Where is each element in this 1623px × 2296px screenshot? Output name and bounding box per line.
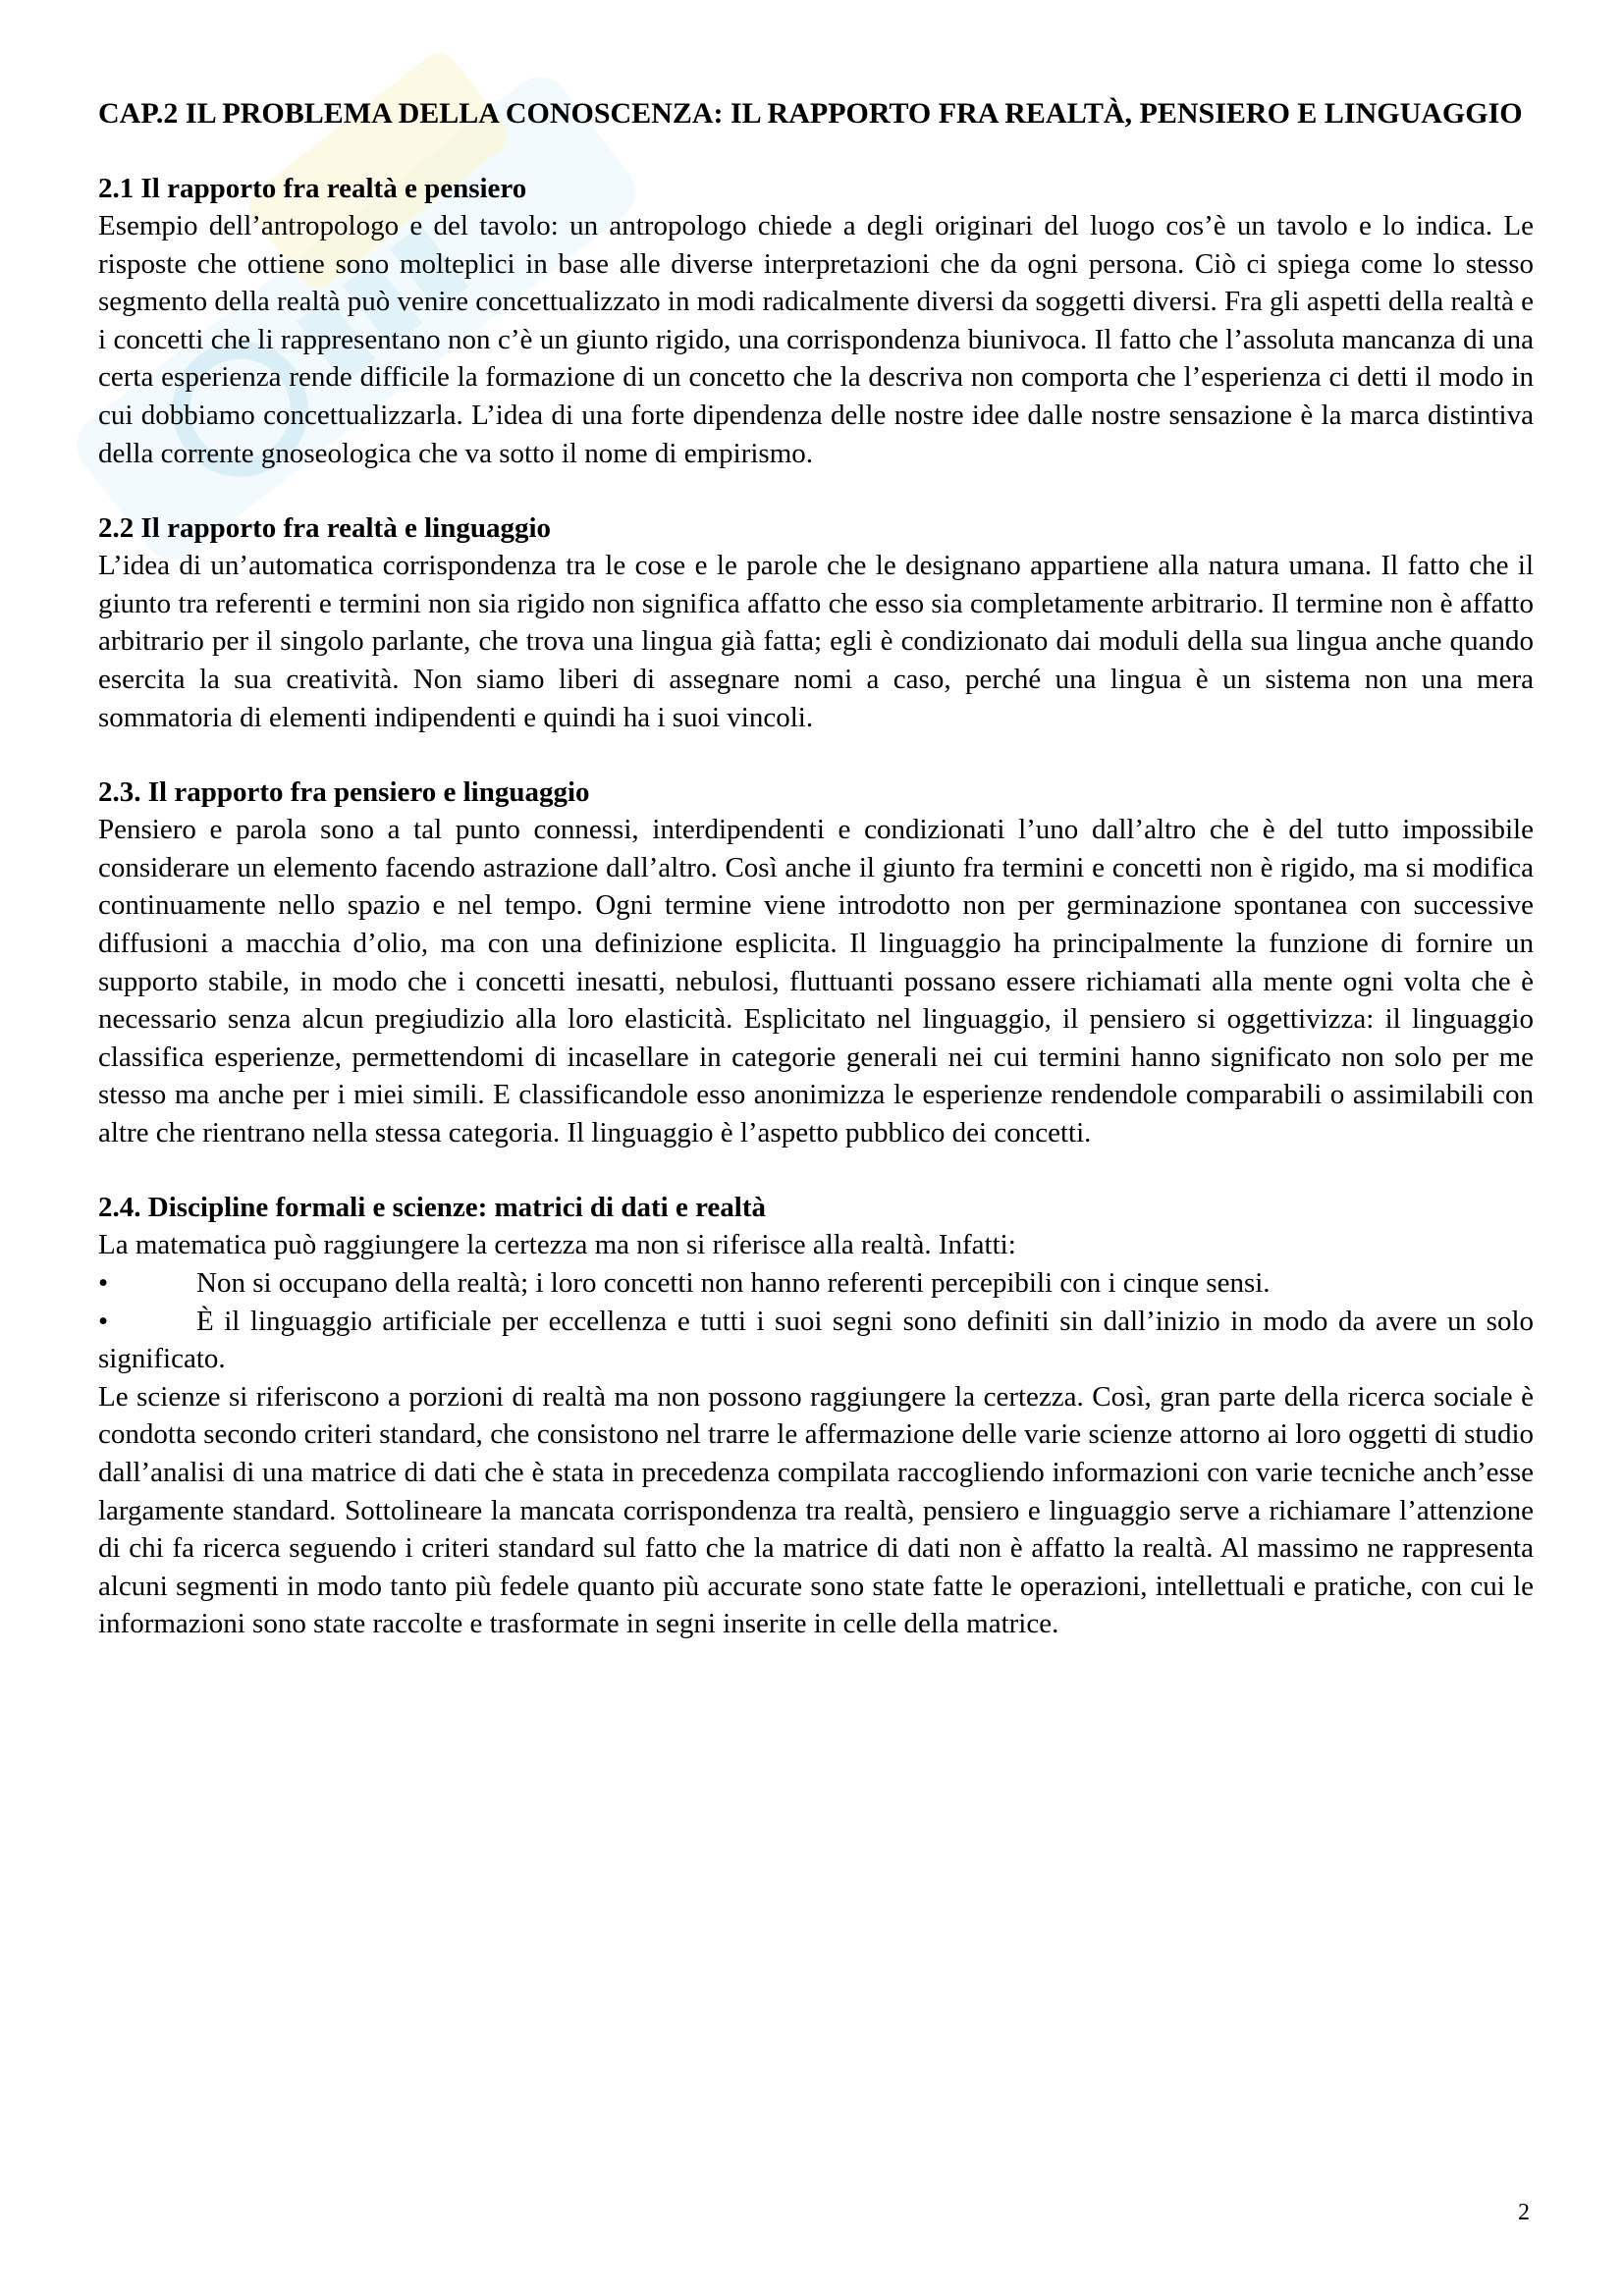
bullet-icon: •: [98, 1305, 109, 1337]
section-paragraph: Le scienze si riferiscono a porzioni di realtà ma non possono raggiungere la certezza. Così, gran parte della ricerca sociale è condotta secondo criteri standard, che consistono nel trarre le affermazione delle varie scienze attorno ai loro oggetti di studio dall’analisi di una matrice di dati che è stata in precedenza compilata raccogliendo informazioni con varie tecniche anch’esse largamente standard. Sottolineare la mancata corrispondenza tra realtà, pensiero e linguaggio serve a richiamare l’attenzione di chi fa ricerca seguendo i criteri standard sul fatto che la matrice di dati non è affatto la realtà. Al massimo ne rappresenta alcuni segmenti in modo tanto più fedele quanto più accurate sono state fatte le operazioni, intellettuali e pratiche, con cui le informazioni sono state raccolte e trasformate in segni inserite in celle della matrice.: [98, 1380, 1534, 1640]
section-title: 2.3. Il rapporto fra pensiero e linguaggio: [98, 776, 590, 809]
list-item-text: Non si occupano della realtà; i loro concetti non hanno referenti percepibili con i cinque sensi.: [196, 1267, 1271, 1300]
page-number: 2: [1518, 2200, 1530, 2225]
chapter-title: CAP.2 IL PROBLEMA DELLA CONOSCENZA: IL RAPPORTO FRA REALTÀ, PENSIERO E LINGUAGGIO: [98, 97, 1523, 130]
section-paragraph: Esempio dell’antropologo e del tavolo: un antropologo chiede a degli originari del luogo cos’è un tavolo e lo indica. Le risposte che ottiene sono molteplici in base alle diverse interpretazioni che da ogni persona. Ciò ci spiega come lo stesso segmento della realtà può venire concettualizzato in modi radicalmente diversi da soggetti diversi. Fra gli aspetti della realtà e i concetti che li rappresentano non c’è un giunto rigido, una corrispondenza biunivoca. Il fatto che l’assoluta mancanza di una certa esperienza rende difficile la formazione di un concetto che la descriva non comporta che l’esperienza ci detti il modo in cui dobbiamo concettualizzarla. L’idea di una forte dipendenza delle nostre idee dalle nostre sensazione è la marca distintiva della corrente gnoseologica che va sotto il nome di empirismo.: [98, 210, 1534, 469]
list-item: [98, 1264, 1534, 1303]
section-paragraph: L’idea di un’automatica corrispondenza tra le cose e le parole che le designano appartiene alla natura umana. Il fatto che il giunto tra referenti e termini non sia rigido non significa affatto che esso sia completamente arbitrario. Il termine non è affatto arbitrario per il singolo parlante, che trova una lingua già fatta; egli è condizionato dai moduli della sua lingua anche quando esercita la sua creatività. Non siamo liberi di assegnare nomi a caso, perché una lingua è un sistema non una mera sommatoria di elementi indipendenti e quindi ha i suoi vincoli.: [98, 550, 1534, 733]
section-paragraph: Pensiero e parola sono a tal punto connessi, interdipendenti e condizionati l’uno dall’altro che è del tutto impossibile considerare un elemento facendo astrazione dall’altro. Così anche il giunto fra termini e concetti non è rigido, ma si modifica continuamente nello spazio e nel tempo. Ogni termine viene introdotto non per germinazione spontanea con successive diffusioni a macchia d’olio, ma con una definizione esplicita. Il linguaggio ha principalmente la funzione di fornire un supporto stabile, in modo che i concetti inesatti, nebulosi, fluttuanti possano essere richiamati alla mente ogni volta che è necessario senza alcun pregiudizio alla loro elasticità. Esplicitato nel linguaggio, il pensiero si oggettivizza: il linguaggio classifica esperienze, permettendomi di incasellare in categorie generali nei cui termini hanno significato non solo per me stesso ma anche per i miei simili. E classificandole esso anonimizza le esperienze rendendole comparabili o assimilabili con altre che rientrano nella stessa categoria. Il linguaggio è l’aspetto pubblico dei concetti.: [98, 814, 1534, 1148]
bullet-icon: •: [98, 1267, 109, 1300]
section-title: 2.2 Il rapporto fra realtà e linguaggio: [98, 512, 552, 545]
section-2-4: [98, 1189, 1534, 1643]
list-item: [98, 1303, 1534, 1378]
list-item-text: È il linguaggio artificiale per eccellenza e tutti i suoi segni sono definiti sin dall’inizio in modo da avere un solo significato.: [98, 1305, 1534, 1375]
section-title: 2.1 Il rapporto fra realtà e pensiero: [98, 173, 527, 204]
section-2-3: [98, 774, 1534, 1151]
section-intro: La matematica può raggiungere la certezza ma non si riferisce alla realtà. Infatti:: [98, 1229, 1016, 1261]
section-title: 2.4. Discipline formali e scienze: matrici di dati e realtà: [98, 1192, 766, 1224]
section-2-2: [98, 509, 1534, 736]
section-2-1: [98, 170, 1534, 472]
document-page: [98, 95, 1534, 1681]
